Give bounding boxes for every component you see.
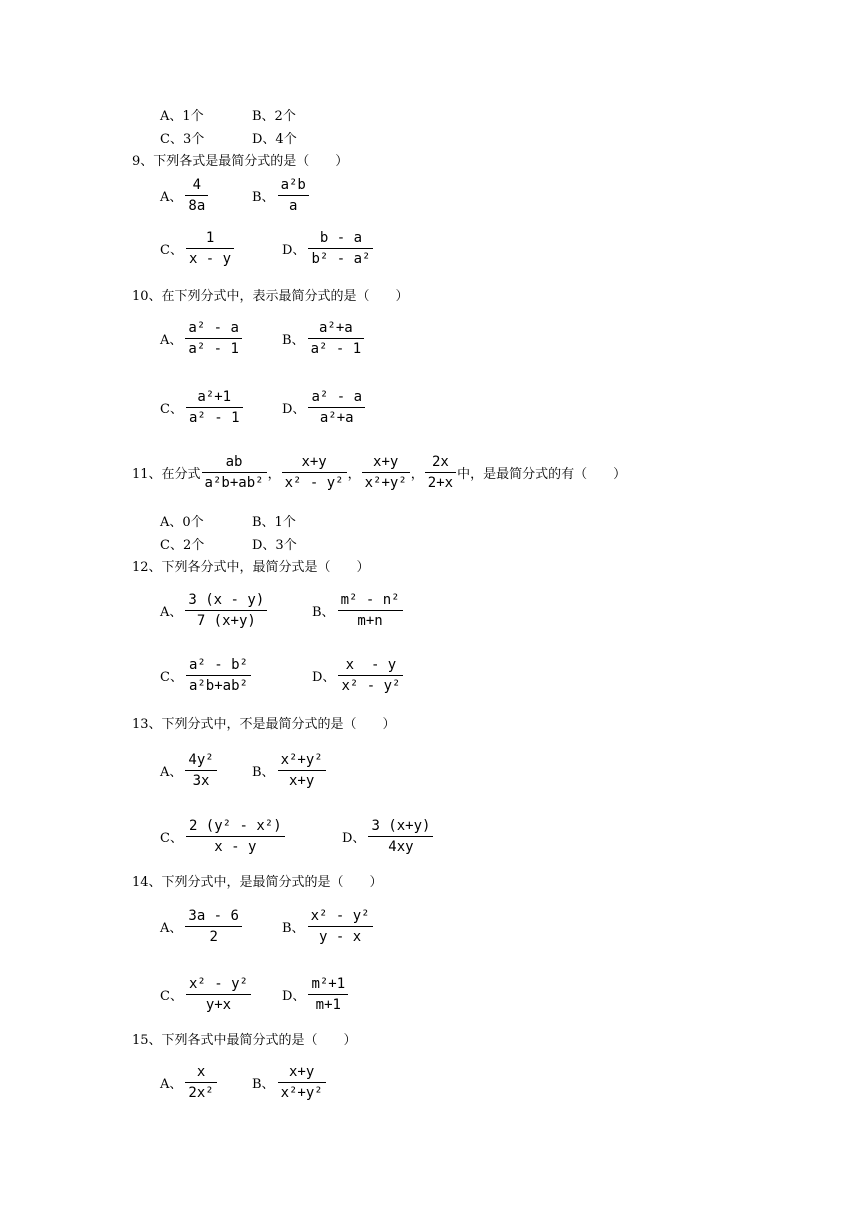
q14-stem: 14、下列分式中，是最简分式的是（ ） (132, 875, 383, 890)
fraction (338, 655, 403, 696)
fraction (278, 750, 326, 791)
denominator: m+1 (315, 997, 341, 1013)
q10-option-b (282, 318, 365, 359)
numerator: x+y (373, 454, 399, 470)
option-label: D、 (282, 243, 306, 258)
numerator: 4 (192, 177, 202, 193)
fraction (278, 1062, 326, 1103)
denominator: a² - 1 (188, 341, 239, 357)
numerator: x²+y² (280, 752, 323, 768)
denominator: 2+x (427, 475, 454, 491)
option-label: D、 (282, 989, 306, 1004)
numerator: 3 (x+y) (371, 818, 431, 834)
fraction (185, 590, 267, 631)
denominator: x²+y² (280, 1085, 323, 1101)
option-label: D、 (312, 670, 336, 685)
q8-option-d: D、4个 (252, 132, 297, 147)
option-label: B、 (282, 921, 305, 936)
fraction (186, 228, 234, 269)
denominator: a²+a (319, 410, 354, 426)
option-label: A、 (160, 333, 183, 348)
option-label: C、 (160, 989, 183, 1004)
q11-option-d: D、3个 (252, 538, 297, 553)
fraction (282, 452, 347, 493)
numerator: 2 (y² - x²) (188, 818, 282, 834)
q11-option-c: C、2个 (160, 538, 205, 553)
fraction (186, 387, 243, 428)
q10-option-d (282, 387, 366, 428)
fraction (308, 228, 373, 269)
fraction (185, 318, 242, 359)
fraction (338, 590, 403, 631)
numerator: 4y² (188, 752, 214, 768)
denominator: a²b+ab² (188, 678, 248, 694)
fraction (308, 974, 348, 1015)
fraction (308, 906, 373, 947)
numerator: m²+1 (311, 976, 346, 992)
q12-option-c (160, 655, 252, 696)
q10-option-c (160, 387, 244, 428)
q13-stem: 13、下列分式中，不是最简分式的是（ ） (132, 717, 396, 732)
denominator: 2x² (188, 1085, 214, 1101)
numerator: m² - n² (340, 592, 400, 608)
numerator: a²+a (318, 320, 353, 336)
option-label: A、 (160, 765, 183, 780)
fraction (308, 318, 365, 359)
option-label: B、 (312, 605, 335, 620)
q13-option-a (160, 750, 218, 791)
denominator: 8a (188, 198, 206, 214)
denominator: a (288, 198, 298, 214)
option-label: C、 (160, 670, 183, 685)
numerator: a² - a (311, 389, 363, 405)
q10-option-a (160, 318, 243, 359)
q13-option-d (342, 816, 434, 857)
numerator: ab (225, 454, 243, 470)
numerator: a² - b² (188, 657, 248, 673)
q15-option-a (160, 1062, 218, 1103)
q12-option-a (160, 590, 268, 631)
denominator: 3x (192, 773, 210, 789)
denominator: 4xy (388, 839, 414, 855)
q9-option-c (160, 228, 235, 269)
fraction (362, 452, 410, 493)
option-label: B、 (252, 765, 275, 780)
denominator: x² - y² (284, 475, 344, 491)
numerator: x (196, 1064, 206, 1080)
numerator: b - a (319, 230, 363, 246)
fraction (185, 750, 216, 791)
q9-option-d (282, 228, 374, 269)
q10-stem: 10、在下列分式中，表示最简分式的是（ ） (132, 289, 409, 304)
denominator: x - y (214, 839, 257, 855)
numerator: a²+1 (197, 389, 232, 405)
q14-option-d (282, 974, 349, 1015)
denominator: 2 (209, 929, 218, 945)
option-label: C、 (160, 831, 183, 846)
option-label: D、 (282, 402, 306, 417)
numerator: x+y (301, 454, 327, 470)
option-label: B、 (252, 1077, 275, 1092)
option-label: B、 (282, 333, 305, 348)
fraction (185, 1062, 216, 1103)
denominator: x² - y² (341, 678, 401, 694)
q12-stem: 12、下列各分式中，最简分式是（ ） (132, 560, 370, 575)
option-label: C、 (160, 402, 183, 417)
q12-option-d (312, 655, 404, 696)
q14-option-a (160, 906, 243, 947)
q15-stem: 15、下列各式中最简分式的是（ ） (132, 1033, 357, 1048)
q8-option-b: B、2个 (252, 109, 296, 124)
q8-option-c: C、3个 (160, 132, 205, 147)
q13-option-b (252, 750, 327, 791)
q8-option-a: A、1个 (160, 109, 204, 124)
fraction (186, 974, 251, 1015)
denominator: a² - 1 (188, 410, 240, 426)
numerator: a²b (280, 177, 306, 193)
separator: ， (267, 467, 281, 482)
option-label: D、 (342, 831, 366, 846)
numerator: 1 (205, 230, 215, 246)
separator: ， (347, 467, 361, 482)
fraction (278, 175, 309, 216)
option-label: A、 (160, 190, 183, 205)
option-label: B、 (252, 190, 275, 205)
numerator: x+y (288, 1064, 315, 1080)
denominator: m+n (357, 613, 383, 629)
option-label: A、 (160, 1077, 183, 1092)
numerator: x² - y² (188, 976, 248, 992)
numerator: x² - y² (310, 908, 370, 924)
q9-option-b (252, 175, 310, 216)
fraction (185, 175, 208, 216)
q13-option-c (160, 816, 286, 857)
denominator: a² - 1 (310, 341, 362, 357)
numerator: 3 (x - y) (188, 592, 265, 608)
numerator: a² - a (188, 320, 239, 336)
fraction (368, 816, 433, 857)
q15-option-b (252, 1062, 327, 1103)
denominator: 7 (x+y) (196, 613, 256, 629)
denominator: x²+y² (364, 475, 407, 491)
fraction (202, 452, 267, 493)
fraction (186, 816, 285, 857)
q11-suffix: 中，是最简分式的有（ ） (457, 467, 627, 482)
option-label: C、 (160, 243, 183, 258)
numerator: 3a - 6 (188, 908, 239, 924)
q14-option-b (282, 906, 374, 947)
numerator: x - y (345, 657, 397, 673)
q11-stem (132, 452, 626, 493)
q12-option-b (312, 590, 404, 631)
q11-prefix: 11、在分式 (132, 467, 201, 482)
q11-option-b: B、1个 (252, 515, 296, 530)
fraction (425, 452, 456, 493)
denominator: y+x (205, 997, 232, 1013)
fraction (185, 906, 242, 947)
numerator: 2x (432, 454, 449, 470)
separator: ， (410, 467, 424, 482)
q14-option-c (160, 974, 252, 1015)
option-label: A、 (160, 921, 183, 936)
denominator: y - x (318, 929, 362, 945)
q9-option-a (160, 175, 209, 216)
denominator: x+y (288, 773, 315, 789)
denominator: b² - a² (311, 251, 371, 267)
denominator: a²b+ab² (204, 475, 264, 491)
q11-option-a: A、0个 (160, 515, 204, 530)
option-label: A、 (160, 605, 183, 620)
denominator: x - y (188, 251, 232, 267)
fraction (308, 387, 365, 428)
fraction (186, 655, 251, 696)
q9-stem: 9、下列各式是最简分式的是（ ） (132, 154, 349, 169)
